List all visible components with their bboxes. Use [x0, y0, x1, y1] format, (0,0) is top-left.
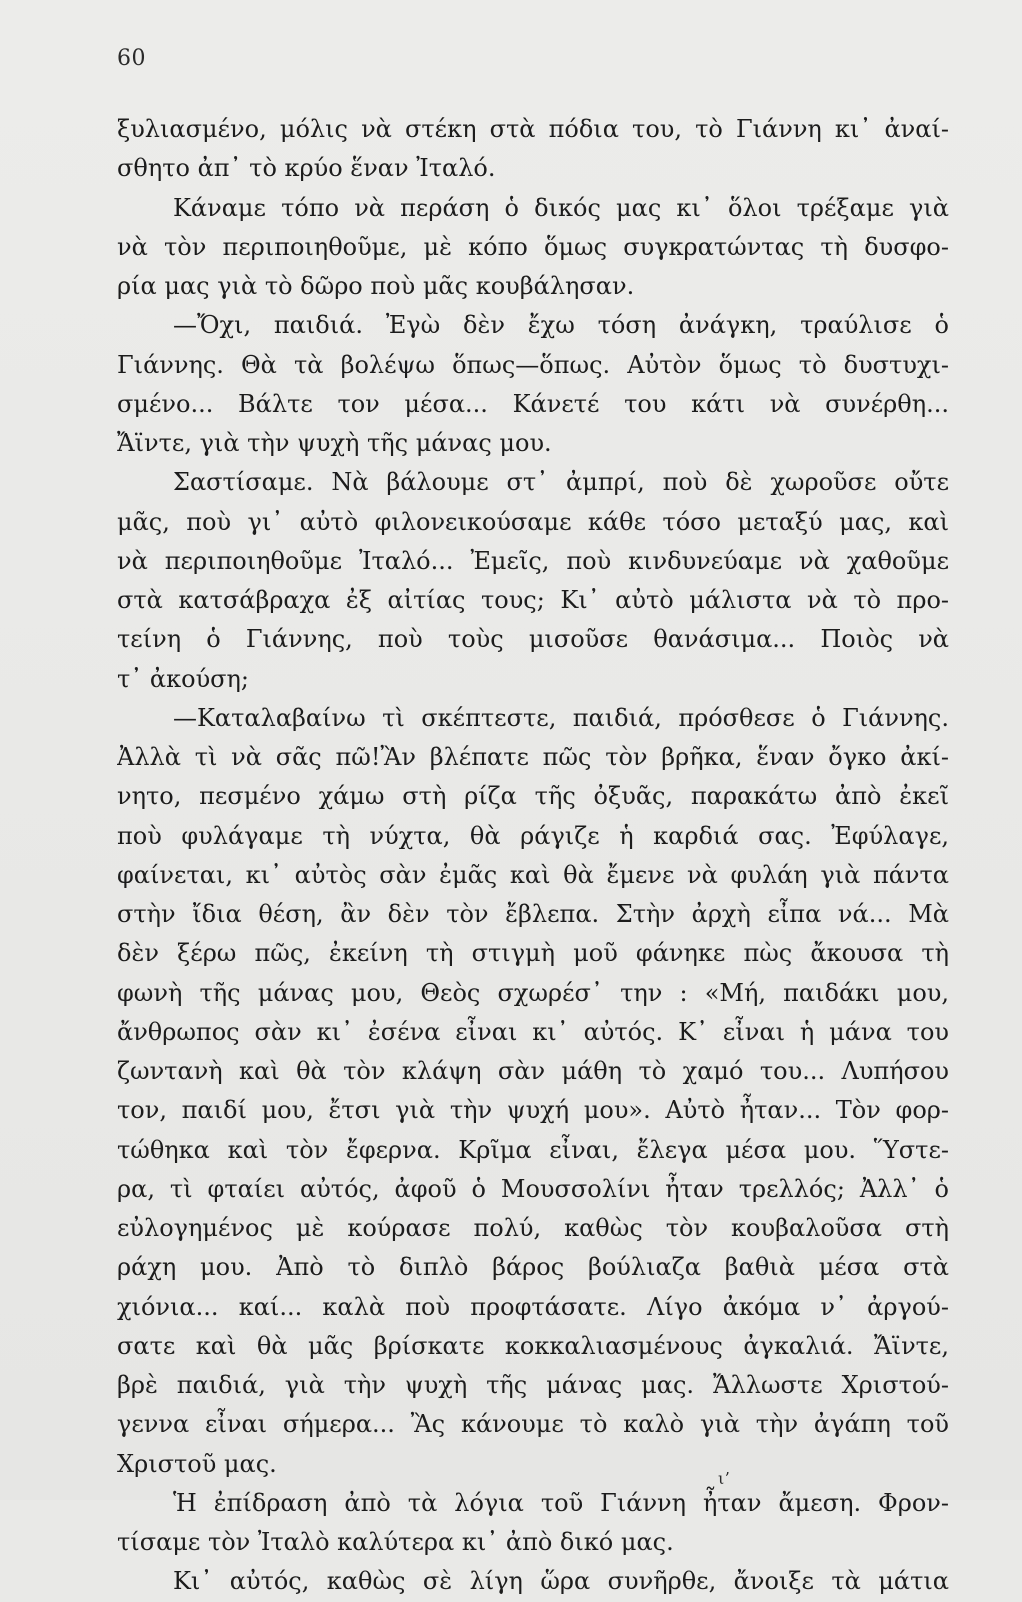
- text-line: Σαστίσαμε. Νὰ βάλουμε στ᾿ ἀμπρί, ποὺ δὲ χωροῦσε οὔτε: [173, 468, 949, 497]
- bottom-print-mark: ιʼ: [718, 1469, 730, 1488]
- text-line: Ἄϊντε, γιὰ τὴν ψυχὴ τῆς μάνας μου.: [117, 429, 552, 457]
- text-line: εὐλογημένος μὲ κούρασε πολύ, καθὼς τὸν κουβαλοῦσα στὴ: [117, 1214, 949, 1242]
- text-line: τώθηκα καὶ τὸν ἔφερνα. Κρῖμα εἶναι, ἔλεγα μέσα μου. Ὕστε-: [117, 1135, 949, 1164]
- text-line: ποὺ φυλάγαμε τὴ νύχτα, θὰ ράγιζε ἡ καρδιά σας. Ἐφύλαγε,: [117, 821, 949, 850]
- text-line: τον, παιδί μου, ἔτσι γιὰ τὴν ψυχή μου». Αὐτὸ ἦταν... Τὸν φορ-: [117, 1096, 949, 1125]
- text-line: Γιάννης. Θὰ τὰ βολέψω ὅπως—ὅπως. Αὐτὸν ὅμως τὸ δυστυχι-: [117, 350, 949, 379]
- text-line: νὰ τὸν περιποιηθοῦμε, μὲ κόπο ὅμως συγκρατώντας τὴ δυσφο-: [117, 232, 949, 261]
- text-line: σθητο ἀπ᾿ τὸ κρύο ἕναν Ἰταλό.: [117, 154, 496, 183]
- text-line: νὰ περιποιηθοῦμε Ἰταλό... Ἐμεῖς, ποὺ κινδυνεύαμε νὰ χαθοῦμε: [117, 546, 949, 575]
- text-line: ξυλιασμένο, μόλις νὰ στέκη στὰ πόδια του, τὸ Γιάννη κι᾿ ἀναί-: [117, 115, 949, 143]
- text-line: Ἀλλὰ τὶ νὰ σᾶς πῶ!Ἂν βλέπατε πῶς τὸν βρῆκα, ἕναν ὄγκο ἀκί-: [117, 743, 949, 771]
- page-number: 60: [117, 46, 146, 71]
- text-line: βρὲ παιδιά, γιὰ τὴν ψυχὴ τῆς μάνας μας. Ἄλλωστε Χριστού-: [117, 1371, 949, 1399]
- text-line: στὰ κατσάβραχα ἐξ αἰτίας τους; Κι᾿ αὐτὸ μάλιστα νὰ τὸ προ-: [117, 586, 949, 614]
- text-line: ρα, τὶ φταίει αὐτός, ἀφοῦ ὁ Μουσσολίνι ἦταν τρελλός; Ἀλλ᾿ ὁ: [117, 1174, 949, 1203]
- text-line: γεννα εἶναι σήμερα... Ἂς κάνουμε τὸ καλὸ γιὰ τὴν ἀγάπη τοῦ: [117, 1410, 949, 1439]
- text-line: στὴν ἴδια θέση, ἂν δὲν τὸν ἔβλεπα. Στὴν ἀρχὴ εἶπα νά... Μὰ: [117, 900, 949, 928]
- text-line: ἄνθρωπος σὰν κι᾿ ἐσένα εἶναι κι᾿ αὐτός. Κ᾿ εἶναι ἡ μάνα του: [117, 1017, 949, 1046]
- text-line: Κάναμε τόπο νὰ περάση ὁ δικός μας κι᾿ ὅλοι τρέξαμε γιὰ: [173, 193, 949, 222]
- text-line: ράχη μου. Ἀπὸ τὸ διπλὸ βάρος βούλιαζα βαθιὰ μέσα στὰ: [117, 1253, 949, 1282]
- text-line: ζωντανὴ καὶ θὰ τὸν κλάψη σὰν μάθη τὸ χαμό του... Λυπήσου: [117, 1057, 949, 1085]
- text-line: Ἡ ἐπίδραση ἀπὸ τὰ λόγια τοῦ Γιάννη ἦταν ἄμεση. Φρον-: [173, 1488, 949, 1517]
- text-line: τ᾿ ἀκούση;: [117, 664, 249, 693]
- text-line: φωνὴ τῆς μάνας μου, Θεὸς σχωρέσ᾿ την : «Μή, παιδάκι μου,: [117, 978, 949, 1007]
- text-line: σατε καὶ θὰ μᾶς βρίσκατε κοκκαλιασμένους ἀγκαλιά. Ἄϊντε,: [117, 1331, 949, 1360]
- text-line: Χριστοῦ μας.: [117, 1449, 277, 1478]
- text-line: σμένο... Βάλτε τον μέσα... Κάνετέ του κάτι νὰ συνέρθη...: [117, 389, 949, 418]
- text-line: —Ὄχι, παιδιά. Ἐγὼ δὲν ἔχω τόση ἀνάγκη, τραύλισε ὁ: [173, 311, 949, 340]
- text-line: Κι᾿ αὐτός, καθὼς σὲ λίγη ὥρα συνῆρθε, ἄνοιξε τὰ μάτια: [173, 1567, 949, 1596]
- text-line: δὲν ξέρω πῶς, ἐκείνη τὴ στιγμὴ μοῦ φάνηκε πὼς ἄκουσα τὴ: [117, 939, 949, 968]
- text-line: —Καταλαβαίνω τὶ σκέπτεστε, παιδιά, πρόσθεσε ὁ Γιάννης.: [173, 703, 949, 732]
- body-text: [117, 110, 949, 1602]
- text-line: τίσαμε τὸν Ἰταλὸ καλύτερα κι᾿ ἀπὸ δικό μας.: [117, 1528, 674, 1556]
- text-line: φαίνεται, κι᾿ αὐτὸς σὰν ἐμᾶς καὶ θὰ ἔμενε νὰ φυλάη γιὰ πάντα: [117, 860, 949, 889]
- text-line: ρία μας γιὰ τὸ δῶρο ποὺ μᾶς κουβάλησαν.: [117, 272, 635, 300]
- text-line: χιόνια... καί... καλὰ ποὺ προφτάσατε. Λίγο ἀκόμα ν᾿ ἀργού-: [117, 1292, 949, 1321]
- text-line: τείνη ὁ Γιάννης, ποὺ τοὺς μισοῦσε θανάσιμα... Ποιὸς νὰ: [117, 625, 949, 654]
- text-line: νητο, πεσμένο χάμω στὴ ρίζα τῆς ὀξυᾶς, παρακάτω ἀπὸ ἐκεῖ: [117, 782, 949, 811]
- text-line: μᾶς, ποὺ γι᾿ αὐτὸ φιλονεικούσαμε κάθε τόσο μεταξύ μας, καὶ: [117, 507, 949, 536]
